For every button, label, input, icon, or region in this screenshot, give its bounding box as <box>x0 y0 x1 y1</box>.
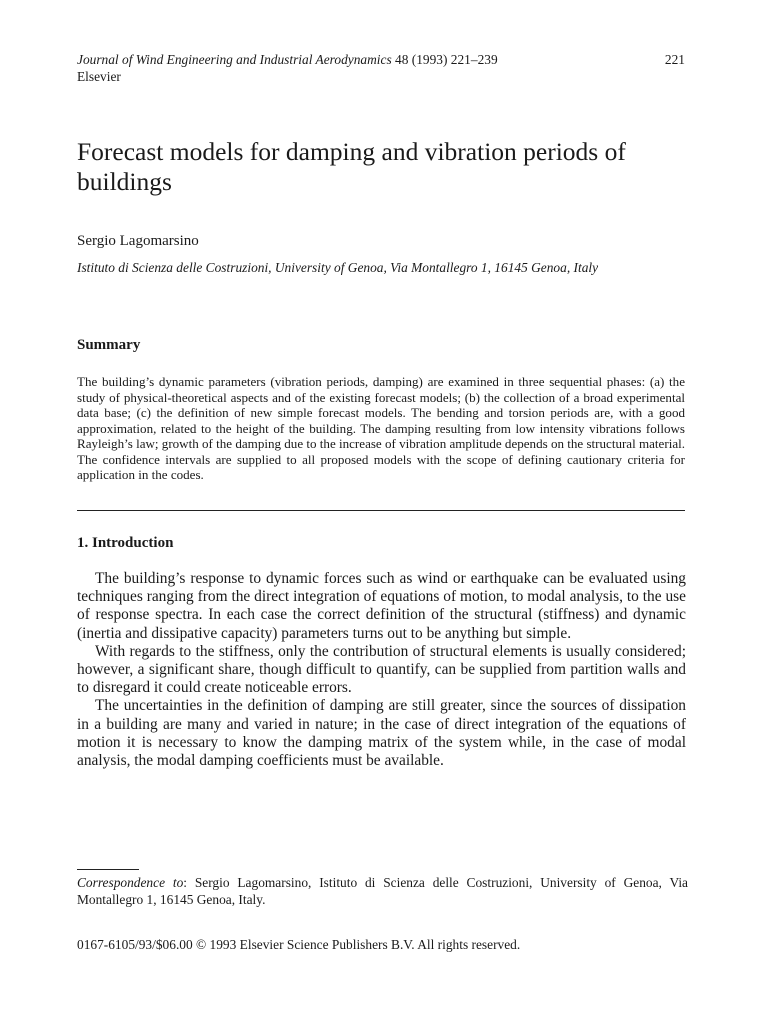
summary-text: The building’s dynamic parameters (vibration periods, damping) are examined in three sequential phases: (a) the study of physical-theoretical aspects and of the existing forecast models; (b) the collection of a broad experimental data base; (c) the definition of new simple forecast models. The bending and torsion periods are, with a good approximation, related to the height of the building. The damping resulting from low intensity vibrations follows Rayleigh’s law; growth of the damping due to the increase of vibration amplitude depends on the structural material. The confidence intervals are supplied to all proposed models with the scope of defining cautionary criteria for application in the codes. <box>77 374 685 482</box>
author-affiliation: Istituto di Scienza delle Costruzioni, University of Genoa, Via Montallegro 1, 16145 Genoa, Italy <box>77 260 599 275</box>
paragraph: The building’s response to dynamic forces such as wind or earthquake can be evaluated using techniques ranging from the direct integration of equations of motion, to modal analysis, to the use of response spectra. In each case the correct definition of the structural (stiffness) and dynamic (inertia and dissipative capacity) parameters turns out to be anything but simple. <box>77 570 686 642</box>
footnote-label: Correspondence to <box>77 875 184 890</box>
paragraph: The uncertainties in the definition of damping are still greater, since the sources of dissipation in a building are many and varied in nature; in the case of direct integration of the equations of motion it is necessary to know the damping matrix of the system while, in the case of modal analysis, the modal damping coefficients must be available. <box>77 697 686 770</box>
author-name: Sergio Lagomarsino <box>77 233 199 249</box>
publisher: Elsevier <box>77 69 121 84</box>
article-title: Forecast models for damping and vibration periods of buildings <box>77 137 626 196</box>
abstract-divider <box>77 510 685 511</box>
introduction-body <box>77 570 686 770</box>
paragraph: With regards to the stiffness, only the contribution of structural elements is usually considered; however, a significant share, though difficult to quantify, can be supplied from partition walls and to disregard it could create noticeable errors. <box>77 642 686 697</box>
page-number: 221 <box>664 52 685 67</box>
footnote-divider <box>77 869 139 870</box>
introduction-heading: 1. Introduction <box>77 535 174 551</box>
running-header <box>77 51 685 85</box>
copyright-line: 0167-6105/93/$06.00 © 1993 Elsevier Science Publishers B.V. All rights reserved. <box>77 937 521 952</box>
footnote-text: : Sergio Lagomarsino, Istituto di Scienza delle Costruzioni, University of Genoa, Via Montallegro 1, 16145 Genoa, Italy. <box>77 875 688 907</box>
journal-citation <box>77 51 685 68</box>
journal-name: Journal of Wind Engineering and Industrial Aerodynamics <box>77 52 392 67</box>
correspondence-footnote <box>77 874 688 908</box>
volume-pages: 48 (1993) 221–239 <box>391 52 498 67</box>
summary-heading: Summary <box>77 337 141 353</box>
